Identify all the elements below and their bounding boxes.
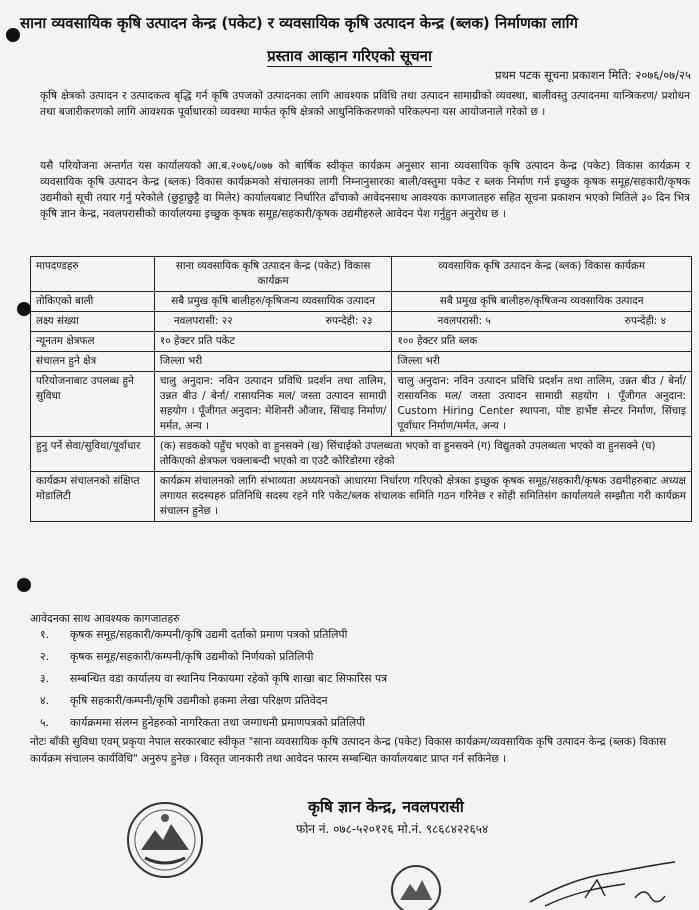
- list-item: १. कृषक समूह/सहकारी/कम्पनी/कृषि उद्यमी दर्ताको प्रमाण पत्रको प्रतिलिपी: [40, 628, 348, 641]
- list-item: २. कृषक समूह/सहकारी/कम्पनी/कृषि उद्यमीको निर्णयको प्रतिलिपी: [40, 650, 314, 663]
- list-item: ३. सम्बन्धित वडा कार्यालय वा स्थानिय निकायमा रहेको कृषि शाखा बाट सिफारिस पत्र: [40, 672, 388, 685]
- criteria-table: [30, 256, 692, 522]
- header-criteria: मापदण्डहरु: [31, 257, 155, 292]
- documents-heading: आवेदनका साथ आवश्यक कागजातहरु: [30, 612, 180, 625]
- cell-pocket: [154, 312, 392, 332]
- row-label: तोकिएको बाली: [31, 292, 155, 312]
- target-nawalparasi: नवलपरासी: २२: [173, 315, 233, 327]
- organization-name: कृषि ज्ञान केन्द्र, नवलपरासी: [308, 798, 464, 816]
- table-header-row: [31, 257, 692, 292]
- target-nawalparasi: नवलपरासी: ५: [437, 315, 491, 327]
- punch-hole: [6, 28, 20, 42]
- table-row: [31, 332, 692, 352]
- table-row: [31, 437, 692, 472]
- cell-block: सबै प्रमुख कृषि बालीहरु/कृषिजन्य व्यवसायिक उत्पादन: [392, 292, 692, 312]
- cell-block: [392, 312, 692, 332]
- table-row: [31, 352, 692, 372]
- signature-icon: [525, 858, 685, 910]
- row-label: परियोजनाबाट उपलब्ध हुने सुविधा: [31, 372, 155, 437]
- table-row: [31, 372, 692, 437]
- row-label: लक्ष्य संख्या: [31, 312, 155, 332]
- header-block: व्यवसायिक कृषि उत्पादन केन्द्र (ब्लक) विकास कार्यक्रम: [392, 257, 692, 292]
- publication-date: प्रथम पटक सूचना प्रकाशन मिति: २०७६/०७/२५: [494, 68, 691, 82]
- table-row: [31, 312, 692, 332]
- punch-hole: [17, 302, 31, 316]
- table-row: [31, 292, 692, 312]
- cell-pocket: १० हेक्टर प्रति पकेट: [154, 332, 392, 352]
- table-row: [31, 472, 692, 522]
- cell-block: १०० हेक्टर प्रति ब्लक: [392, 332, 692, 352]
- notice-title: साना व्यवसायिक कृषि उत्पादन केन्द्र (पकेट) र व्यवसायिक कृषि उत्पादन केन्द्र (ब्लक) निर्माणका लागि: [20, 14, 578, 32]
- cell-pocket: जिल्ला भरी: [154, 352, 392, 372]
- cell-block: चालु अनुदान: नविन उत्पादन प्रविधि प्रदर्शन तथा तालिम, उन्नत बीउ / बेर्ना/ रासायनिक मल/ जस्ता उत्पादन सामाग्री सहयोग । पूँजीगत अनुदान: Custom Hiring Center स्थापना, पोष्ट हार्भेष्ट सेन्टर निर्माण, सिंचाइ पूर्वाधार निर्माण/मर्मत, अन्य ।: [392, 372, 692, 437]
- row-label: संचालन हुने क्षेत्र: [31, 352, 155, 372]
- list-item: ४. कृषि सहकारी/कम्पनी/कृषि उद्यमीको हकमा लेखा परिक्षण प्रतिवेदन: [40, 694, 328, 707]
- target-rupandehi: रुपन्देही: २३: [325, 315, 373, 327]
- row-label: न्यूनतम क्षेत्रफल: [31, 332, 155, 352]
- header-pocket: साना व्यवसायिक कृषि उत्पादन केन्द्र (पकेट) विकास कार्यक्रम: [154, 257, 392, 292]
- cell-modality: कार्यक्रम संचालनको लागि संभाव्यता अध्ययनको आधारमा निर्धारण गरिएको क्षेत्रका इच्छुक कृषक समूह/सहकारी/कृषक उद्यमीहरुबाट अध्यक्ष लगायत सदस्यहरु प्रतिनिधि सदस्य रहने गरि पकेट/ब्लक संचालक समिति गठन गरिनेछ र सोही समितिसंग कार्यालयले सम्झौता गरी कार्यक्रम संचालन हुनेछ ।: [154, 472, 691, 522]
- cell-services: (क) सडकको पहुँच भएको वा हुनसक्ने (ख) सिंचाईको उपलब्धता भएको वा हुनसक्ने (ग) विद्युतको उपलब्धता भएको वा हुनसक्ने (घ) तोकिएको क्षेत्रफल चक्लाबन्दी भएको वा एउटै कोरिडोरमा रहेको: [154, 437, 691, 472]
- target-rupandehi: रुपन्देही: ४: [624, 315, 666, 327]
- punch-hole: [17, 578, 31, 592]
- nepal-emblem-icon: [125, 800, 205, 880]
- cell-block: जिल्ला भरी: [392, 352, 692, 372]
- intro-paragraph-1: कृषि क्षेत्रको उत्पादन र उत्पादकत्व बृद्धि गर्न कृषि उपजको उत्पादनका लागि आवश्यक प्रविधि तथा उत्पादन सामाग्रीको व्यवस्था, बालीवस्तु उत्पादनमा यान्त्रिकरण/ प्रशोधन तथा बजारीकरणको लागि आवश्यक पूर्वाधारको व्यवस्था मार्फत कृषि क्षेत्रको आधुनिकिकरणको परिकल्पना यस आयोजनाले गरेको छ ।: [40, 90, 690, 118]
- documents-list: [40, 624, 387, 734]
- intro-paragraph-2: यसै परियोजना अन्तर्गत यस कार्यालयको आ.ब.२०७६/०७७ को बार्षिक स्वीकृत कार्यक्रम अनुसार साना व्यवसायिक कृषि उत्पादन केन्द्र (पकेट) विकास कार्यक्रम र व्यवसायिक कृषि उत्पादन केन्द्र (ब्लक) विकास कार्यक्रमको संचालनका लागी निम्नानुसारका बाली/वस्तुमा पकेट र ब्लक निर्माण गर्न इच्छुक कृषक समूह/सहकारी/कृषक उद्यमीको सूची तयार गर्नु परेकोले (छुट्टाछुट्टै वा मिलेर) कार्यालयबाट निर्धारित ढाँचाको आवेदनसाथ आवश्यक कागजातहरु सहित सूचना प्रकाशन भएको मितिले ३० दिन भित्र कृषि ज्ञान केन्द्र, नवलपरासीको कार्यालयमा इच्छुक कृषक समूह/सहकारी/कृषक उद्यमीहरुले आवेदन पेश गर्नुहुन अनुरोध छ ।: [40, 160, 690, 220]
- row-label: हुनु पर्ने सेवा/सुविधा/पूर्वाधार: [31, 437, 155, 472]
- row-label: कार्यक्रम संचालनको संक्षिप्त मोडालिटी: [31, 472, 155, 522]
- cell-pocket: चालु अनुदान: नविन उत्पादन प्रविधि प्रदर्शन तथा तालिम, उन्नत बीउ / बेर्ना/ रासायनिक मल/ जस्ता उत्पादन सामाग्री सहयोग । पूँजीगत अनुदान: मेशिनरी औजार, सिंचाइ निर्माण/मर्मत, अन्य ।: [154, 372, 392, 437]
- list-item: ५. कार्यक्रममा संलग्न हुनेहरुको नागरिकता तथा जग्गाधनी प्रमाणपत्रको प्रतिलिपी: [40, 716, 366, 729]
- cell-pocket: सबै प्रमुख कृषि बालीहरु/कृषिजन्य व्यवसायिक उत्पादन: [154, 292, 392, 312]
- stamp-seal-icon: [388, 860, 444, 910]
- note-text: नोटः बाँकी सुविधा एवम् प्रकृया नेपाल सरकारबाट स्वीकृत "साना व्यवसायिक कृषि उत्पादन केन्द्र (पकेट) विकास कार्यक्रम/व्यवसायिक कृषि उत्पादन केन्द्र (ब्लक) विकास कार्यक्रम संचालन कार्यविधि" अनुरुप हुनेछ । विस्तृत जानकारी तथा आवेदन फारम सम्बन्धित कार्यालयबाट प्राप्त गर्न सकिनेछ ।: [30, 736, 667, 765]
- contact-phone: फोन नं. ०७८-५२०१२६ मो.नं. ९८६८४२२६५४: [296, 822, 489, 836]
- notice-subtitle: प्रस्ताव आव्हान गरिएको सूचना: [267, 47, 432, 65]
